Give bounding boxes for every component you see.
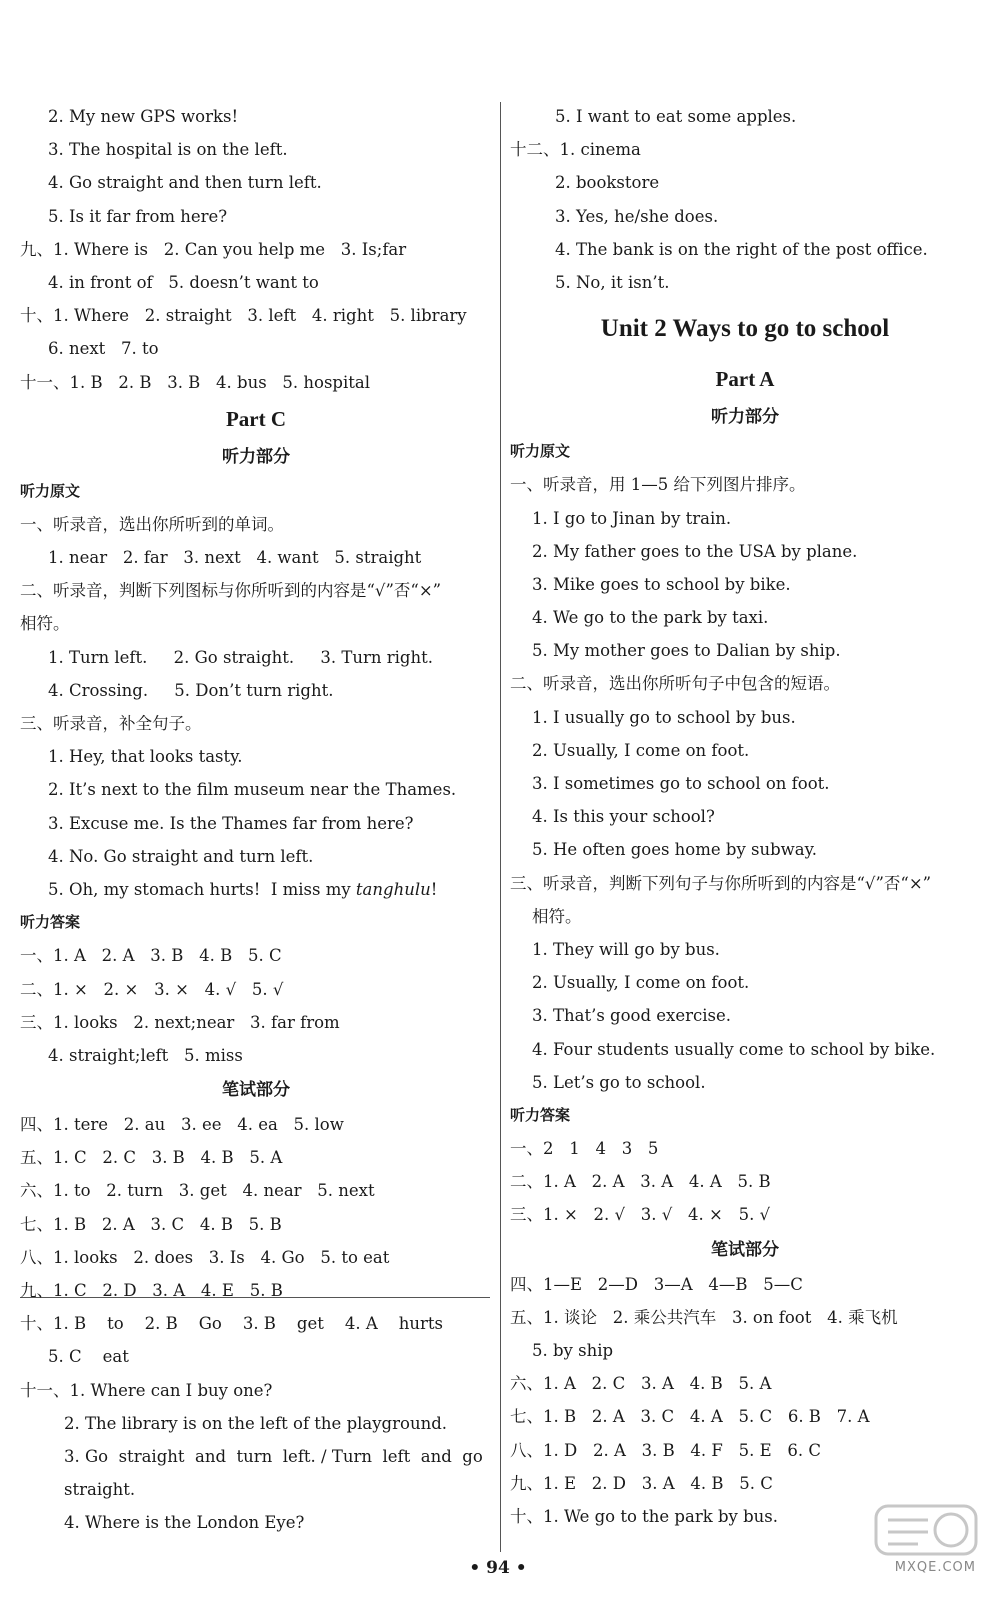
question-title: 三、听录音，补全句子。 [20,714,202,733]
answer-line: 三、1. looks 2. next;near 3. far from [20,1012,340,1032]
part-a-heading: Part A [715,367,775,392]
answer-line: 5. C eat [48,1347,129,1367]
listening-text-label: 听力原文 [510,442,571,461]
right-column [510,100,980,1533]
answer-text: 5. Oh, my stomach hurts! I miss my [48,879,356,899]
answer-line: 十、1. Where 2. straight 3. left 4. right 5. library [20,306,467,326]
answer-line: 4. No. Go straight and turn left. [48,846,314,866]
answer-line: 四、1—E 2—D 3—A 4—B 5—C [510,1274,803,1294]
answer-line: 3. That’s good exercise. [532,1006,731,1026]
answer-line: 1. They will go by bus. [532,939,720,959]
answer-line: 三、1. × 2. √ 3. √ 4. × 5. √ [510,1205,771,1225]
answer-line: 3. Go straight and turn left. / Turn left and go [64,1446,483,1466]
answer-line: 七、1. B 2. A 3. C 4. B 5. B [20,1214,282,1234]
answer-line: 五、1. C 2. C 3. B 4. B 5. A [20,1148,283,1168]
answer-line: 4. in front of 5. doesn’t want to [48,272,319,292]
part-c-heading: Part C [225,406,287,431]
left-column [20,100,492,1540]
written-section-heading: 笔试部分 [711,1239,779,1260]
answer-line: 九、1. C 2. D 3. A 4. E 5. B [20,1281,283,1300]
answer-line: 5. He often goes home by subway. [532,840,818,860]
answer-line: 1. near 2. far 3. next 4. want 5. straight [48,548,422,568]
answer-text: ! [430,879,438,899]
watermark-text: MXQE.COM [894,1560,976,1575]
answer-line: 1. I go to Jinan by train. [532,508,732,528]
answer-line: 八、1. D 2. A 3. B 4. F 5. E 6. C [510,1440,821,1460]
answer-line: 6. next 7. to [48,339,159,359]
listening-text-label: 听力原文 [20,481,81,500]
answer-line: 4. The bank is on the right of the post office. [555,239,928,259]
answer-line: 二、1. × 2. × 3. × 4. √ 5. √ [20,979,284,999]
answer-line: 九、1. Where is 2. Can you help me 3. Is;far [20,239,407,259]
answer-line: 5. I want to eat some apples. [555,107,797,126]
answer-line: 十二、1. cinema [510,140,641,160]
question-title-cont: 相符。 [20,614,70,634]
listening-section-heading: 听力部分 [222,446,290,467]
answer-line: 2. bookstore [555,173,660,193]
question-title: 三、听录音，判断下列句子与你所听到的内容是“√”否“×” [510,873,932,893]
answer-line: 3. Mike goes to school by bike. [532,574,791,594]
answer-line: 十一、1. B 2. B 3. B 4. bus 5. hospital [20,372,371,392]
question-title-cont: 相符。 [532,906,582,926]
answer-line: 2. Usually, I come on foot. [532,973,750,993]
answer-line: 一、1. A 2. A 3. B 4. B 5. C [20,946,282,966]
answer-line: 5. No, it isn’t. [555,272,670,292]
answer-line: 2. My father goes to the USA by plane. [532,541,858,561]
answer-line: 5. by ship [532,1341,614,1360]
answer-line: 九、1. E 2. D 3. A 4. B 5. C [510,1473,773,1493]
question-title: 一、听录音，选出你所听到的单词。 [20,514,284,534]
answer-line: 四、1. tere 2. au 3. ee 4. ea 5. low [20,1115,344,1135]
answer-line: 十、1. B to 2. B Go 3. B get 4. A hurts [20,1314,443,1334]
answer-line: 4. Go straight and then turn left. [48,173,322,193]
answer-line: 5. Let’s go to school. [532,1072,706,1092]
answer-line: 5. My mother goes to Dalian by ship. [532,641,841,661]
answer-line: 2. The library is on the left of the playground. [64,1413,448,1433]
written-section-heading: 笔试部分 [222,1080,290,1101]
answer-line: 2. Usually, I come on foot. [532,740,750,760]
column-divider [500,102,501,1552]
question-title: 二、听录音，判断下列图标与你所听到的内容是“√”否“×” [20,581,442,601]
answer-line: 二、1. A 2. A 3. A 4. A 5. B [510,1172,771,1192]
answer-line: 3. The hospital is on the left. [48,140,288,160]
answer-line: straight. [64,1480,136,1500]
page-number: • 94 • [469,1558,527,1578]
answer-line: 一、2 1 4 3 5 [510,1139,659,1159]
answer-line: 十、1. We go to the park by bus. [510,1506,778,1526]
answer-line: 1. Hey, that looks tasty. [48,747,243,767]
answer-line: 4. Where is the London Eye? [64,1513,305,1533]
answer-line: 5. Is it far from here? [48,206,228,226]
listening-section-heading: 听力部分 [711,407,779,428]
answer-line: 4. Is this your school? [532,807,715,827]
answers-label: 听力答案 [510,1105,571,1124]
answer-line: 3. Yes, he/she does. [555,206,719,226]
answers-label: 听力答案 [20,913,81,932]
answer-line: 五、1. 谈论 2. 乘公共汽车 3. on foot 4. 乘飞机 [510,1307,898,1327]
answer-line: 1. Turn left. 2. Go straight. 3. Turn right. [48,647,433,667]
answer-line: 3. Excuse me. Is the Thames far from here? [48,813,414,833]
question-title: 一、听录音，用 1—5 给下列图片排序。 [510,475,806,495]
answer-line: 六、1. A 2. C 3. A 4. B 5. A [510,1374,772,1394]
answer-line: 4. Crossing. 5. Don’t turn right. [48,680,334,700]
italic-word: tanghulu [355,879,431,899]
answer-line: 2. It’s next to the film museum near the Thames. [48,780,457,800]
answer-line: 4. Four students usually come to school by bike. [532,1039,936,1059]
question-title: 二、听录音，选出你所听句子中包含的短语。 [510,674,840,694]
answer-line: 4. We go to the park by taxi. [532,608,769,628]
answer-line: 六、1. to 2. turn 3. get 4. near 5. next [20,1181,375,1201]
answer-line [20,873,492,906]
answer-line: 八、1. looks 2. does 3. Is 4. Go 5. to eat [20,1247,390,1267]
unit-title: Unit 2 Ways to go to school [600,315,890,343]
answer-line: 4. straight;left 5. miss [48,1045,243,1065]
answer-line: 十一、1. Where can I buy one? [20,1380,273,1400]
answer-line: 2. My new GPS works! [48,107,239,126]
answer-line: 七、1. B 2. A 3. C 4. A 5. C 6. B 7. A [510,1407,870,1427]
answer-line: 3. I sometimes go to school on foot. [532,774,830,793]
answer-line: 1. I usually go to school by bus. [532,707,796,727]
